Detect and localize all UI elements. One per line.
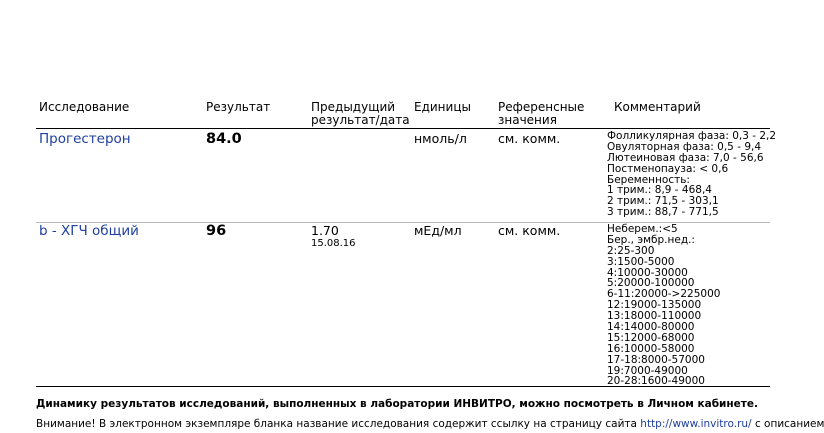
result-value-progesterone: 84.0 [206,131,242,147]
header-divider [36,128,770,129]
test-link-hcg[interactable]: b - ХГЧ общий [39,223,139,239]
disclaimer-tail: с описанием [754,418,824,430]
reference-progesterone: см. комм. [498,131,561,146]
comment-line: Лютеиновая фаза: 7,0 - 56,6 [607,151,764,164]
comment-line: 3:1500-5000 [607,255,675,268]
test-link-progesterone[interactable]: Прогестерон [39,131,131,147]
comment-line: 4:10000-30000 [607,266,688,279]
comment-line: 20-28:1600-49000 [607,375,705,388]
comment-line: Постменопаузa: < 0,6 [607,162,729,175]
previous-value-hcg: 1.70 [311,223,339,238]
previous-date-hcg: 15.08.16 [311,238,356,249]
units-hcg: мЕд/мл [414,223,462,238]
comment-line: 2 трим.: 71,5 - 303,1 [607,195,719,208]
comment-line: Бер., эмбр.нед.: [607,233,695,246]
comment-line: 14:14000-80000 [607,321,695,334]
comment-line: Беременность: [607,173,690,186]
comment-line: 13:18000-110000 [607,310,702,323]
header-reference-line2: значения [498,113,557,127]
comment-line: 1 трим.: 8,9 - 468,4 [607,184,712,197]
header-previous-line1: Предыдущий [311,100,396,114]
disclaimer-text: Внимание! В электронном экземпляре бланка название исследования содержит ссылку на страницу сайта [36,418,637,430]
comment-line: 15:12000-68000 [607,331,695,344]
comment-line: 3 трим.: 88,7 - 771,5 [607,206,719,219]
result-value-hcg: 96 [206,223,227,239]
header-test: Исследование [39,100,130,114]
comment-hcg [607,224,720,387]
comment-line: 19:7000-49000 [607,364,688,377]
comment-line: 5:20000-100000 [607,277,695,290]
header-comment: Комментарий [614,100,701,114]
invitro-link[interactable]: http://www.invitro.ru/ [640,418,752,430]
comment-line: Неберем.:<5 [607,223,678,235]
header-units: Единицы [414,100,471,114]
comment-line: 17-18:8000-57000 [607,353,705,366]
header-result: Результат [206,100,271,114]
disclaimer [36,418,824,430]
comment-line: 6-11:20000->225000 [607,288,721,301]
footer-divider [36,386,770,387]
comment-line: 12:19000-135000 [607,299,702,312]
units-progesterone: нмоль/л [414,131,467,146]
comment-line: Фолликулярная фаза: 0,3 - 2,2 [607,130,777,142]
comment-progesterone [607,131,776,218]
header-reference-line1: Референсные [498,100,585,114]
header-previous-line2: результат/дата [311,113,410,127]
header-reference [498,101,584,127]
comment-line: 16:10000-58000 [607,342,695,355]
comment-line: 2:25-300 [607,244,655,257]
comment-line: Овуляторная фаза: 0,5 - 9,4 [607,140,762,153]
dynamics-notice: Динамику результатов исследований, выполненных в лаборатории ИНВИТРО, можно посмотреть в Личном кабинете. [36,398,758,410]
reference-hcg: см. комм. [498,223,561,238]
header-previous [311,101,410,127]
